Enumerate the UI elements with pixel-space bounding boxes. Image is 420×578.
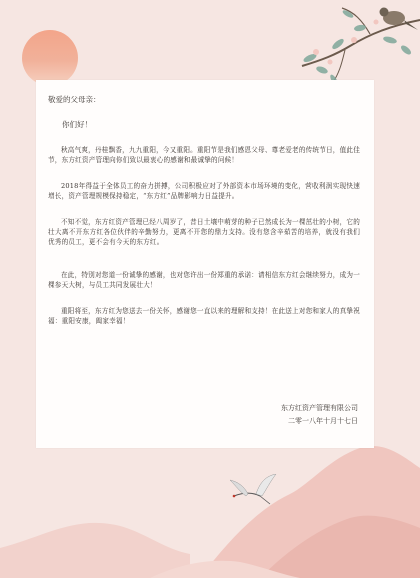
greeting: 你们好！ xyxy=(62,120,92,129)
sun-decoration xyxy=(22,30,78,86)
signature-organization: 东方红资产管理有限公司 xyxy=(281,404,358,412)
letter-paragraph: 秋高气爽，丹桂飘香，九九重阳，今又重阳。重阳节是我们感恩父母、尊老爱老的传统节日，值此佳节，东方红资产管理向你们致以最衷心的感谢和最诚挚的问候！ xyxy=(48,146,360,165)
letter-body xyxy=(48,94,360,326)
signature-block xyxy=(281,402,358,428)
crane-icon xyxy=(226,474,284,508)
salutation: 敬爱的父母亲： xyxy=(48,95,101,104)
bird-decoration xyxy=(380,8,419,31)
letter-paragraph: 2018年得益于全体员工的奋力拼搏，公司积极应对了外部资本市场环境的变化，营收利润实现快速增长，资产管理规模保持稳定，“东方红”品牌影响力日益提升。 xyxy=(48,181,360,201)
signature-date: 二零一八年十月十七日 xyxy=(288,417,358,425)
letter-paragraph: 重阳将至，东方红为您送去一份关怀，感谢您一直以来的理解和支持！在此送上对您和家人的真挚祝福：重阳安康，阖家幸福！ xyxy=(48,306,360,326)
letter-paragraph: 不知不觉，东方红资产管理已经八周岁了，昔日土壤中萌芽的种子已然成长为一棵茁壮的小树，它的壮大离不开东方红各位伙伴的辛勤努力，更离不开您的鼎力支持。没有您含辛茹苦的培养，就没有我们优秀的员工，更不会有今天的东方红。 xyxy=(48,217,360,247)
letter-paragraph: 在此，特别对您道一份诚挚的感谢，也对您许出一份郑重的承诺：请相信东方红会继续努力，成为一棵参天大树，与员工共同发展壮大！ xyxy=(48,270,360,290)
